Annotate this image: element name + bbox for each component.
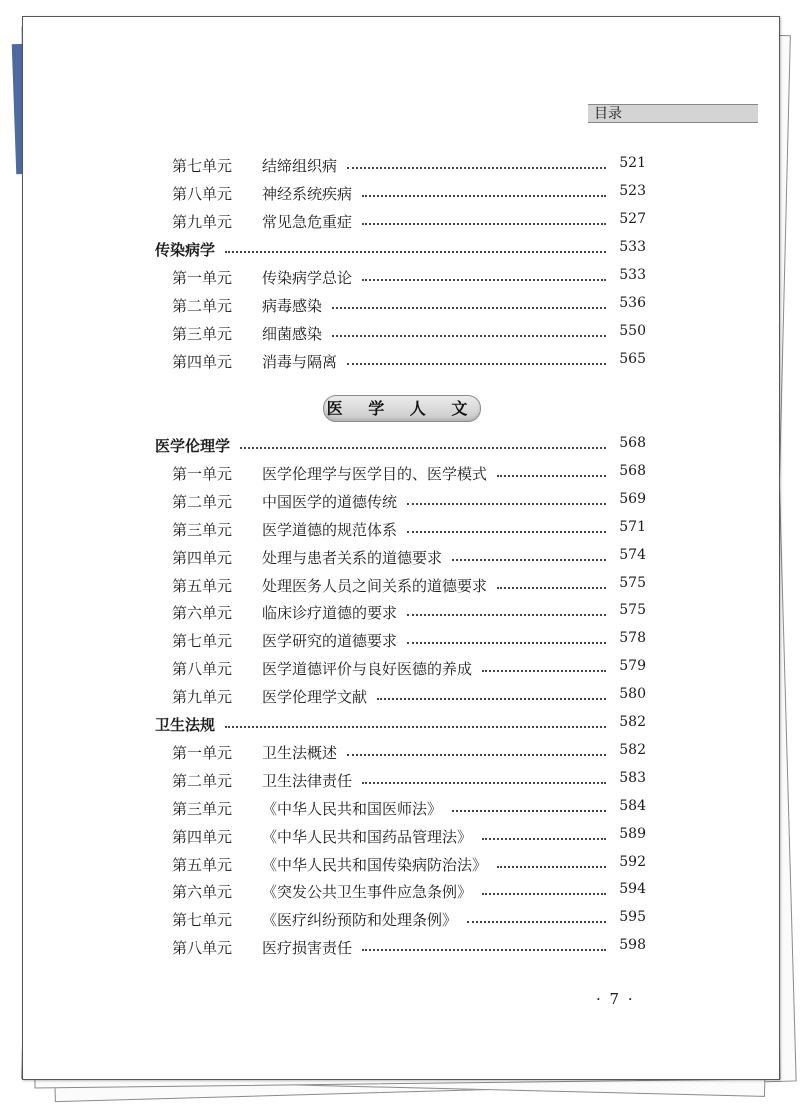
toc-entry-row (0, 630, 800, 656)
toc-entry-row (0, 798, 800, 824)
toc-page-number: 568 (619, 462, 646, 479)
toc-page-number: 569 (619, 490, 646, 507)
toc-leader-dots (377, 697, 606, 700)
toc-entry-row (0, 323, 800, 349)
toc-entry-row (0, 686, 800, 712)
toc-leader-dots (497, 474, 606, 477)
toc-leader-dots (407, 641, 606, 644)
toc-entry-row (0, 463, 800, 489)
toc-entry-row (0, 547, 800, 573)
toc-leader-dots (347, 166, 606, 169)
toc-leader-dots (467, 920, 606, 923)
toc-leader-dots (482, 669, 606, 672)
toc-entry-title: 传染病学总论 (262, 269, 353, 287)
toc-entry-title: 医学研究的道德要求 (262, 632, 398, 651)
toc-leader-dots (362, 278, 606, 281)
toc-leader-dots (225, 725, 606, 728)
toc-entry-row (0, 909, 800, 935)
toc-entry-title: 常见急危重症 (262, 213, 353, 231)
toc-unit-label: 第八单元 (172, 939, 233, 958)
toc-entry-row (0, 854, 800, 880)
toc-leader-dots (482, 837, 606, 840)
toc-entry-title: 处理医务人员之间关系的道德要求 (262, 576, 488, 595)
toc-page-number: 592 (619, 853, 646, 870)
toc-entry-row (0, 602, 800, 628)
section-banner: 医 学 人 文 (323, 395, 481, 422)
toc-page-number: 574 (619, 546, 646, 563)
toc-leader-dots (362, 194, 606, 197)
toc-unit-label: 第六单元 (172, 883, 233, 902)
toc-leader-dots (225, 250, 606, 253)
toc-unit-label: 第三单元 (172, 799, 233, 818)
toc-entry-row (0, 267, 800, 293)
toc-chapter-row (0, 435, 800, 461)
toc-page-number: 536 (619, 295, 646, 311)
toc-chapter-row (0, 714, 800, 740)
toc-leader-dots (482, 892, 606, 895)
toc-entry-title: 《突发公共卫生事件应急条例》 (262, 883, 473, 902)
toc-page-number: 582 (619, 714, 646, 730)
toc-unit-label: 第六单元 (172, 604, 233, 623)
toc-leader-dots (362, 781, 606, 784)
toc-page-number: 595 (619, 909, 646, 926)
toc-entry-row (0, 183, 800, 209)
toc-unit-label: 第七单元 (172, 157, 233, 175)
toc-unit-label: 第五单元 (172, 576, 233, 595)
toc-entry-title: 处理与患者关系的道德要求 (262, 548, 443, 567)
toc-page-number: 523 (619, 183, 646, 199)
toc-leader-dots (497, 586, 606, 589)
toc-leader-dots (452, 809, 606, 812)
toc-leader-dots (332, 306, 606, 309)
toc-entry-row (0, 742, 800, 768)
toc-entry-title: 《中华人民共和国传染病防治法》 (262, 855, 488, 874)
toc-unit-label: 第九单元 (172, 213, 233, 231)
toc-entry-row (0, 155, 800, 181)
toc-unit-label: 第七单元 (172, 911, 233, 930)
toc-entry-row (0, 826, 800, 852)
toc-chapter-title: 传染病学 (155, 241, 216, 259)
toc-leader-dots (362, 222, 606, 225)
toc-leader-dots (407, 613, 606, 616)
toc-entry-row (0, 351, 800, 377)
toc-page-number: 575 (619, 602, 646, 619)
toc-leader-dots (347, 753, 606, 756)
toc-entry-title: 医学道德评价与良好医德的养成 (262, 660, 473, 679)
toc-leader-dots (347, 362, 606, 365)
toc-unit-label: 第八单元 (172, 185, 233, 203)
toc-entry-title: 卫生法概述 (262, 743, 338, 762)
toc-entry-title: 医学道德的规范体系 (262, 520, 398, 539)
toc-page-number: 533 (619, 239, 646, 255)
toc-chapter-title: 医学伦理学 (155, 437, 231, 455)
toc-unit-label: 第四单元 (172, 827, 233, 846)
toc-entry-row (0, 575, 800, 601)
toc-page-number: 527 (619, 211, 646, 227)
toc-page-number: 568 (619, 435, 646, 451)
toc-entry-row (0, 295, 800, 321)
toc-unit-label: 第一单元 (172, 464, 233, 483)
toc-chapter-row (0, 239, 800, 265)
toc-entry-title: 病毒感染 (262, 297, 323, 315)
toc-page-number: 580 (619, 686, 646, 703)
toc-entry-title: 卫生法律责任 (262, 771, 353, 790)
toc-leader-dots (407, 502, 606, 505)
toc-page-number: 571 (619, 518, 646, 535)
toc-entry-title: 医学伦理学文献 (262, 688, 368, 707)
toc-page-number: 565 (619, 351, 646, 367)
toc-page-number: 582 (619, 741, 646, 758)
page-number: · 7 · (596, 990, 635, 1008)
toc-leader-dots (407, 530, 606, 533)
toc-chapter-title: 卫生法规 (155, 716, 216, 734)
toc-unit-label: 第四单元 (172, 353, 233, 371)
toc-entry-title: 医学伦理学与医学目的、医学模式 (262, 464, 488, 483)
toc-entry-title: 《医疗纠纷预防和处理条例》 (262, 911, 458, 930)
toc-page-number: 550 (619, 323, 646, 339)
toc-entry-title: 消毒与隔离 (262, 353, 338, 371)
toc-leader-dots (497, 865, 606, 868)
toc-page-number: 589 (619, 825, 646, 842)
toc-entry-title: 细菌感染 (262, 325, 323, 343)
toc-page-number: 521 (619, 155, 646, 171)
toc-unit-label: 第五单元 (172, 855, 233, 874)
toc-unit-label: 第三单元 (172, 325, 233, 343)
toc-entry-row (0, 211, 800, 237)
toc-page-number: 584 (619, 797, 646, 814)
toc-entry-row (0, 658, 800, 684)
toc-page-number: 578 (619, 630, 646, 647)
toc-entry-title: 《中华人民共和国药品管理法》 (262, 827, 473, 846)
toc-unit-label: 第一单元 (172, 269, 233, 287)
toc-unit-label: 第三单元 (172, 520, 233, 539)
toc-page-number: 598 (619, 937, 646, 954)
toc-unit-label: 第二单元 (172, 771, 233, 790)
toc-unit-label: 第二单元 (172, 492, 233, 511)
toc-entry-row (0, 519, 800, 545)
running-header: 目录 (588, 104, 758, 123)
toc-page-number: 575 (619, 574, 646, 591)
toc-unit-label: 第四单元 (172, 548, 233, 567)
toc-leader-dots (240, 446, 606, 449)
toc-unit-label: 第七单元 (172, 632, 233, 651)
toc-page-number: 579 (619, 658, 646, 675)
toc-unit-label: 第一单元 (172, 743, 233, 762)
toc-unit-label: 第八单元 (172, 660, 233, 679)
toc-entry-title: 临床诊疗道德的要求 (262, 604, 398, 623)
toc-entry-title: 医疗损害责任 (262, 939, 353, 958)
toc-leader-dots (332, 334, 606, 337)
toc-page-number: 594 (619, 881, 646, 898)
toc-leader-dots (362, 948, 606, 951)
toc-entry-row (0, 937, 800, 963)
toc-page-number: 583 (619, 769, 646, 786)
toc-entry-title: 《中华人民共和国医师法》 (262, 799, 443, 818)
toc-unit-label: 第九单元 (172, 688, 233, 707)
toc-entry-row (0, 881, 800, 907)
toc-entry-title: 结缔组织病 (262, 157, 338, 175)
toc-entry-title: 神经系统疾病 (262, 185, 353, 203)
toc-entry-title: 中国医学的道德传统 (262, 492, 398, 511)
toc-unit-label: 第二单元 (172, 297, 233, 315)
toc-leader-dots (452, 558, 606, 561)
toc-entry-row (0, 770, 800, 796)
toc-page-number: 533 (619, 267, 646, 283)
toc-entry-row (0, 491, 800, 517)
